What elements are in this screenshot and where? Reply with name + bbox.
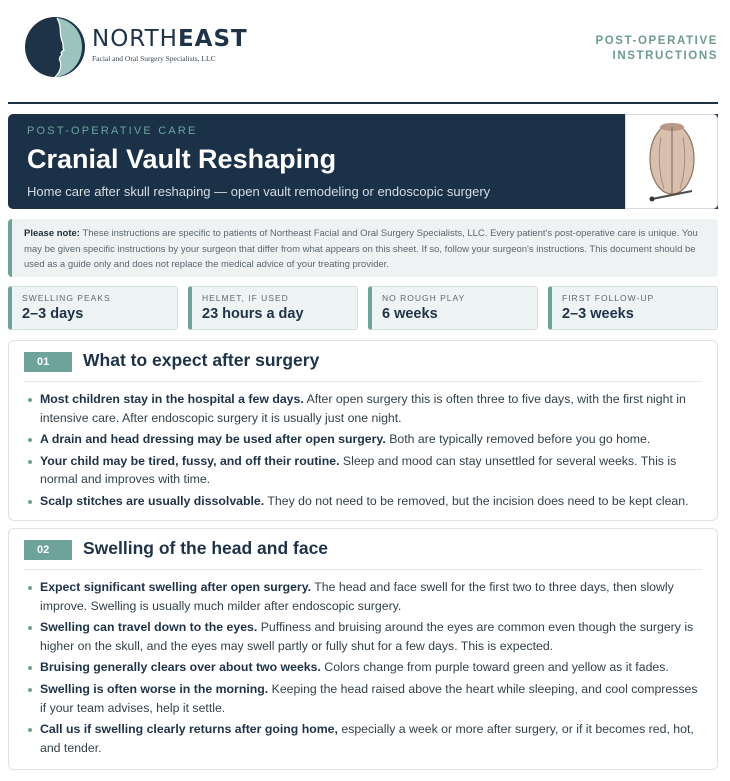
logo-name: [92, 28, 248, 51]
stat-value: 23 hours a day: [202, 306, 304, 322]
disclaimer-label: Please note:: [24, 228, 80, 239]
item-lead: Swelling is often worse in the morning.: [40, 681, 269, 696]
section-title: Swelling of the head and face: [83, 538, 329, 558]
item-text: Colors change from purple toward green and yellow as it fades.: [320, 660, 669, 675]
item-text: After open surgery this is often three to five days, with the first night in intensive care. After endoscopic surgery it is usually just one night.: [40, 392, 686, 425]
section-what-to-expect: [8, 340, 718, 521]
stat-value: 6 weeks: [382, 306, 438, 322]
section-divider: [24, 381, 702, 382]
document-type-label: [595, 34, 718, 64]
item-text: The head and face swell for the first two to three days, then slowly improve. Swelling is usually much milder after endoscopic surgery.: [40, 580, 674, 613]
stat-label: FIRST FOLLOW-UP: [562, 293, 655, 303]
list-item: [40, 720, 699, 757]
logo-profile-icon: [24, 14, 86, 80]
stat-label: SWELLING PEAKS: [22, 293, 111, 303]
logo-wordmark: [92, 28, 248, 63]
list-item: [40, 452, 699, 489]
section-title: What to expect after surgery: [83, 350, 320, 370]
item-lead: Most children stay in the hospital a few days.: [40, 392, 304, 406]
list-item: [40, 680, 699, 717]
list-item: [40, 578, 699, 615]
section-divider: [24, 569, 702, 570]
section-number-badge: 02: [24, 540, 72, 560]
logo-subtitle: Facial and Oral Surgery Specialists, LLC: [92, 54, 216, 63]
item-lead: Swelling can travel down to the eyes.: [40, 620, 258, 635]
logo-name-light: NORTH: [92, 26, 178, 52]
stat-value: 2–3 days: [22, 306, 84, 322]
item-lead: A drain and head dressing may be used after open surgery.: [40, 432, 386, 447]
page-title: Cranial Vault Reshaping: [27, 144, 337, 174]
item-lead: Bruising generally clears over about two weeks.: [40, 660, 321, 675]
item-text: especially a week or more after surgery, or if it becomes red, hot, and tender.: [40, 722, 694, 755]
section-swelling: [8, 528, 718, 770]
list-item: [40, 658, 699, 677]
document-type-line-1: POST-OPERATIVE: [595, 35, 718, 47]
page-header: [8, 0, 718, 104]
item-lead: Scalp stitches are usually dissolvable.: [40, 493, 265, 508]
skull-illustration: [625, 114, 718, 209]
stat-no-rough-play: [368, 286, 538, 330]
disclaimer-text: These instructions are specific to patients of Northeast Facial and Oral Surgery Specialists, LLC. Every patient's post-operative care is unique. You may be given specific instructions by your surgeon that differ from what appears on this sheet. If so, follow your surgeon's instructions. This document should be used as a guide only and does not replace the medical advice of your treating provider.: [24, 228, 698, 270]
list-item: [40, 390, 699, 427]
item-lead: Expect significant swelling after open surgery.: [40, 580, 312, 594]
page-subtitle: Home care after skull reshaping — open vault remodeling or endoscopic surgery: [27, 184, 491, 199]
instruction-list: [40, 390, 699, 514]
disclaimer-note: [8, 219, 718, 277]
item-text: They do not need to be removed, but the incision does need to be kept clean.: [264, 493, 689, 508]
stat-value: 2–3 weeks: [562, 306, 634, 322]
stat-helmet: [188, 286, 358, 330]
title-banner: [8, 114, 718, 209]
item-lead: Call us if swelling clearly returns after going home,: [40, 722, 338, 737]
item-text: Puffiness and bruising around the eyes are common even though the surgery is higher on the skull, and the eyes may swell partly or fully shut for a few days. This is expected.: [40, 620, 694, 653]
stat-first-follow-up: [548, 286, 718, 330]
stat-label: HELMET, IF USED: [202, 293, 289, 303]
list-item: [40, 430, 699, 449]
item-lead: Your child may be tired, fussy, and off their routine.: [40, 453, 340, 468]
list-item: [40, 618, 699, 655]
stat-label: NO ROUGH PLAY: [382, 293, 466, 303]
logo-name-bold: EAST: [177, 26, 248, 52]
item-text: Both are typically removed before you go home.: [385, 432, 651, 447]
item-text: Sleep and mood can stay unsettled for several weeks. This is normal and improves with time.: [40, 453, 677, 487]
banner-eyebrow: POST-OPERATIVE CARE: [27, 125, 198, 137]
section-number-badge: 01: [24, 352, 72, 372]
list-item: [40, 492, 699, 511]
instruction-list: [40, 578, 699, 760]
stat-swelling-peaks: [8, 286, 178, 330]
item-text: Keeping the head raised above the heart while sleeping, and cool compresses if your team advises, help it settle.: [40, 681, 698, 715]
skull-drawing-icon: [626, 115, 717, 208]
document-type-line-2: INSTRUCTIONS: [612, 50, 718, 62]
